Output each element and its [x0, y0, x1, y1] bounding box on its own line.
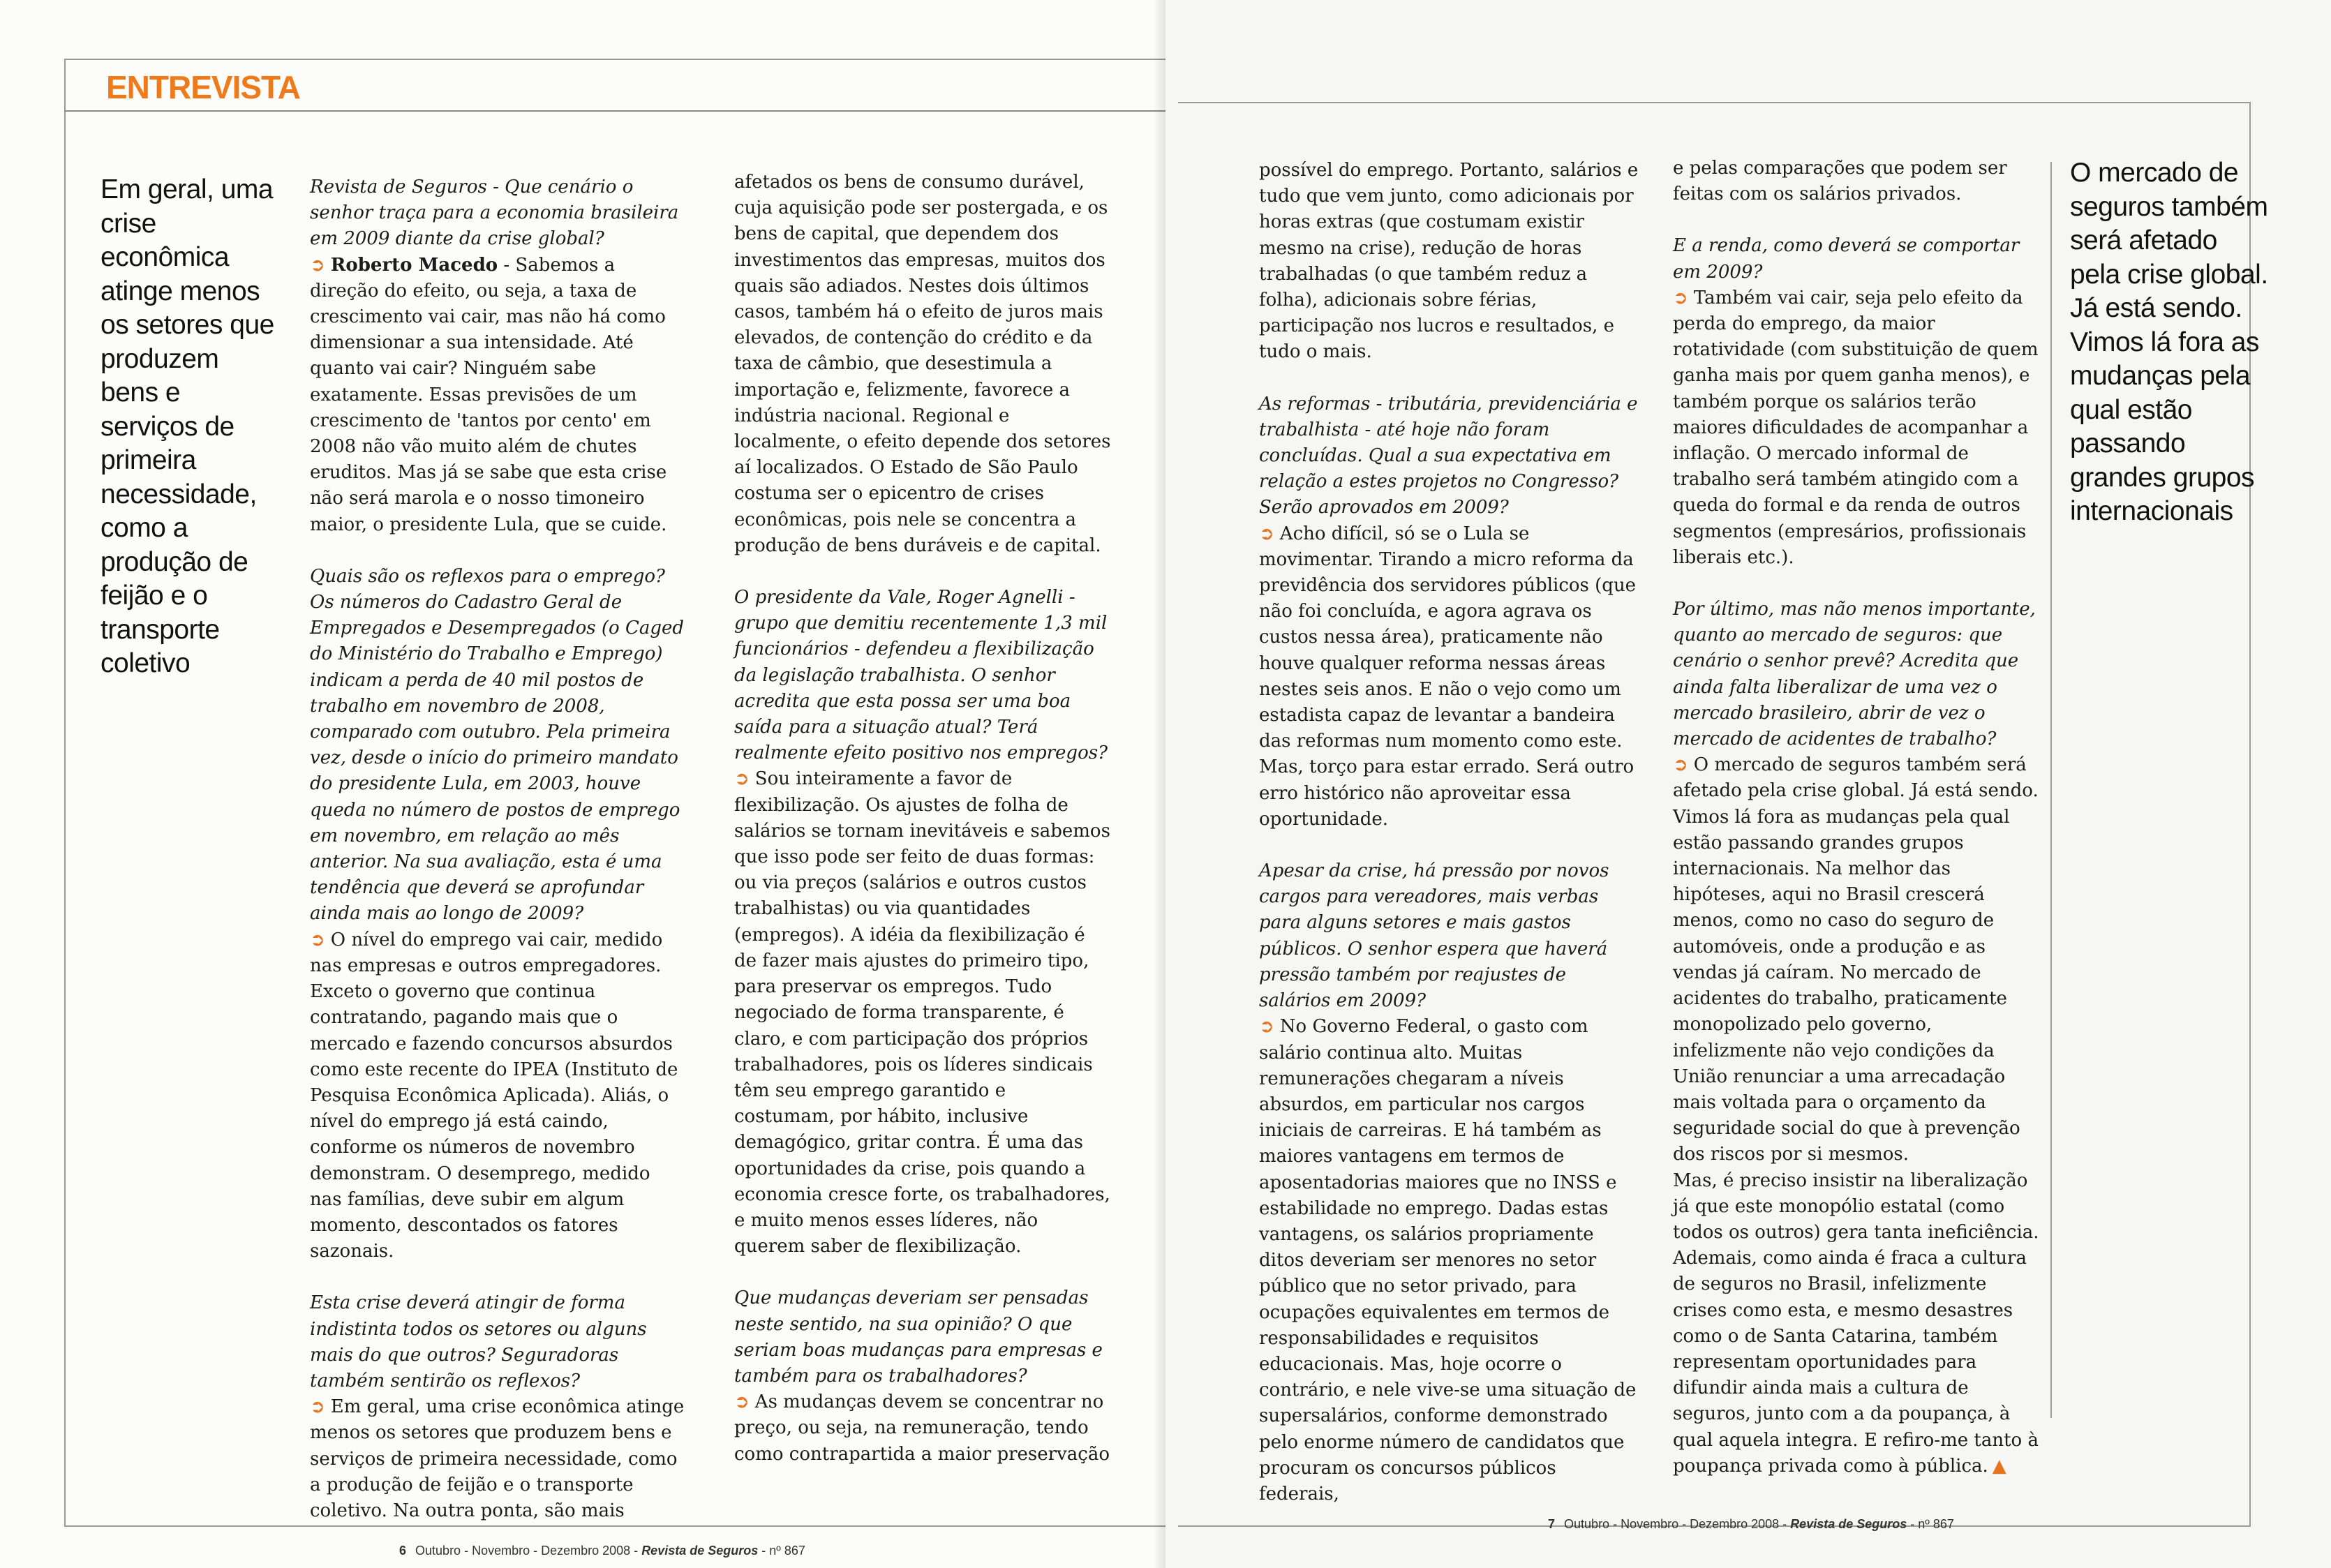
qa-block [310, 174, 687, 538]
right-page-footer [1548, 1517, 1954, 1532]
answer-continuation: afetados os bens de consumo durável, cuja aquisição pode ser postergada, e os bens de capital, que dependem dos investimentos das empresas, muitos dos quais são adiados. Nestes dois últimos casos, também há o efeito de juros mais elevados, de contenção do crédito e da taxa de câmbio, que desestimula a importação e, felizmente, favorece a indústria nacional. Regional e localmente, o efeito depende dos setores aí localizados. O Estado de São Paulo costuma ser o epicentro de crises econômicas, pois nele se concentra a produção de bens duráveis e de capital. [734, 172, 1111, 556]
orange-arrow-icon: ➲ [734, 1391, 750, 1413]
qa-block [734, 1285, 1111, 1467]
orange-arrow-icon: ➲ [1673, 287, 1688, 308]
answer-text [1673, 752, 2039, 1167]
qa-block [1259, 391, 1639, 832]
left-page-footer [399, 1544, 805, 1558]
answer-text [310, 253, 687, 538]
page-number: 6 [399, 1544, 407, 1558]
orange-arrow-icon: ➲ [310, 254, 325, 276]
orange-triangle-icon: ▲ [1992, 1455, 2006, 1477]
right-page [1166, 0, 2331, 1568]
qa-block [310, 564, 687, 1264]
answer-body: As mudanças devem se concentrar no preço, ou seja, na remuneração, tendo como contrapartida a maior preservação [734, 1391, 1110, 1465]
qa-block [1673, 233, 2039, 571]
answer-body: O nível do emprego vai cair, medido nas empresas e outros empregadores. Exceto o governo que continua contratando, pagando mais que o mercado e fazendo concursos absurdos como este recente do IPEA (Instituto de Pesquisa Econômica Aplicada). Aliás, o nível do emprego já está caindo, conforme os números de novembro demonstram. O desemprego, medido nas famílias, deve subir em algum momento, descontados os fatores sazonais. [310, 929, 678, 1262]
page-number: 7 [1548, 1517, 1556, 1531]
orange-arrow-icon: ➲ [1673, 754, 1688, 776]
question-text: Apesar da crise, há pressão por novos cargos para vereadores, mais verbas para alguns setores e mais gastos públicos. O senhor espera que haverá pressão também por reajustes de salários em 2009? [1259, 860, 1609, 1012]
qa-block [734, 585, 1111, 1260]
answer-text [1259, 521, 1639, 832]
question-text: E a renda, como deverá se comportar em 2009? [1673, 235, 2020, 283]
answer-body: Também vai cair, seja pelo efeito da perda do emprego, da maior rotatividade (com substituição de quem ganha mais por quem ganha menos), e também porque os salários terão maiores dificuldades de acompanhar a inflação. O mercado informal de trabalho será também atingido com a queda do formal e da renda de outros segmentos (empresários, profissionais liberais etc.). [1673, 287, 2039, 568]
orange-arrow-icon: ➲ [734, 768, 750, 790]
question-text: Revista de Seguros - Que cenário o senhor traça para a economia brasileira em 2009 diante da crise global? [310, 177, 679, 250]
answer-continuation: possível do emprego. Portanto, salários e tudo que vem junto, como adicionais por horas extras (que costumam existir mesmo na crise), redução de horas trabalhadas (o que também reduz a folha), adicionais sobre férias, participação nos lucros e resultados, e tudo o mais. [1259, 160, 1639, 363]
question-text: Quais são os reflexos para o emprego? Os números do Cadastro Geral de Empregados e Desempregados (o Caged do Ministério do Trabalho e Emprego) indicam a perda de 40 mil postos de trabalho em novembro de 2008, comparado com outubro. Pela primeira vez, desde o início do primeiro mandato do presidente Lula, em 2003, houve queda no número de postos de emprego em novembro, em relação ao mês anterior. Na sua avaliação, esta é uma tendência que deverá se aprofundar ainda mais ao longo de 2009? [310, 565, 685, 925]
answer-body: No Governo Federal, o gasto com salário continua alto. Muitas remunerações chegaram a níveis absurdos, em particular nos cargos iniciais de carreiras. E há também as maiores vantagens em termos de aposentadorias maiores que no INSS e estabilidade no emprego. Dadas estas vantagens, os salários propriamente ditos deveriam ser menores no setor público que no setor privado, para ocupações equivalentes em termos de responsabilidades e requisitos educacionais. Mas, hoje ocorre o contrário, e nele vive-se uma situação de supersalários, conforme demonstrado pelo enorme número de candidatos que procuram os concursos públicos federais, [1259, 1016, 1637, 1504]
question-text: Esta crise deverá atingir de forma indistinta todos os setores ou alguns mais do que outros? Seguradoras também sentirão os reflexos? [310, 1292, 647, 1391]
answer-text [734, 766, 1111, 1260]
footer-issue: - nº 867 [761, 1544, 805, 1558]
answer-text [1259, 1014, 1639, 1507]
title-rule [64, 110, 1166, 112]
orange-arrow-icon: ➲ [1259, 523, 1274, 544]
qa-block [310, 1290, 687, 1524]
footer-issue: - nº 867 [1910, 1517, 1954, 1531]
question-text: Que mudanças deveriam ser pensadas neste sentido, na sua opinião? O que seriam boas mudanças para empresas e também para os trabalhadores? [734, 1287, 1103, 1387]
section-title: ENTREVISTA [106, 69, 300, 105]
answer-body: Mas, é preciso insistir na liberalização já que este monopólio estatal (como todos os outros) gera tanta ineficiência. Ademais, como ainda é fraca a cultura de seguros no Brasil, infelizmente crises como esta, e mesmo desastres como o de Santa Catarina, também representam oportunidades para difundir ainda mais a cultura de seguros, junto com a da poupança, à qual aquela integra. E refiro-me tanto à poupança privada como à pública. [1673, 1170, 2039, 1477]
pullquote-rule [2050, 162, 2052, 1418]
footer-magazine: Revista de Seguros [1790, 1517, 1907, 1531]
answer-continuation: e pelas comparações que podem ser feitas com os salários privados. [1673, 158, 2007, 205]
answer-body: Em geral, uma crise econômica atinge menos os setores que produzem bens e serviços de primeira necessidade, como a produção de feijão e o transporte coletivo. Na outra ponta, são mais [310, 1396, 685, 1521]
interviewee-name: Roberto Macedo [330, 254, 498, 276]
footer-date: Outubro - Novembro - Dezembro 2008 - [1564, 1517, 1787, 1531]
answer-text [310, 1394, 687, 1524]
question-text: As reformas - tributária, previdenciária e trabalhista - até hoje não foram concluídas. Qual a sua expectativa em relação a estes projetos no Congresso? Serão aprovados em 2009? [1259, 393, 1638, 518]
orange-arrow-icon: ➲ [310, 929, 325, 950]
answer-text [1673, 1168, 2039, 1479]
footer-date: Outubro - Novembro - Dezembro 2008 - [415, 1544, 639, 1558]
answer-text [734, 1389, 1111, 1468]
right-column-2 [1673, 156, 2039, 1479]
left-pullquote: Em geral, uma crise econômica atinge menos os setores que produzem bens e serviços de primeira necessidade, como a produção de feijão e o transporte coletivo [100, 174, 274, 678]
question-text: Por último, mas não menos importante, quanto ao mercado de seguros: que cenário o senhor prevê? Acredita que ainda falta liberalizar de uma vez o mercado brasileiro, abrir de vez o mercado de acidentes de trabalho? [1673, 599, 2036, 750]
right-pullquote: O mercado de seguros também será afetado pela crise global. Já está sendo. Vimos lá fora as mudanças pela qual estão passando grandes grupos internacionais [2070, 158, 2268, 526]
answer-text [310, 927, 687, 1265]
answer-body: Sou inteiramente a favor de flexibilização. Os ajustes de folha de salários se tornam inevitáveis e sabemos que isso pode ser feito de duas formas: ou via preços (salários e outros custos trabalhistas) ou via quantidades (empregos). A idéia da flexibilização é de fazer mais ajustes do primeiro tipo, para preservar os empregos. Tudo negociado de forma transparente, é claro, e com participação dos próprios trabalhadores, pois os líderes sindicais têm seu emprego garantido e costumam, por hábito, inclusive demagógico, gritar contra. É uma das oportunidades da crise, pois quando a economia cresce forte, os trabalhadores, e muito menos esses líderes, não querem saber de flexibilização. [734, 768, 1110, 1257]
orange-arrow-icon: ➲ [1259, 1016, 1274, 1038]
qa-block [1673, 597, 2039, 1479]
answer-text [1673, 285, 2039, 571]
answer-body: O mercado de seguros também será afetado pela crise global. Já está sendo. Vimos lá fora as mudanças pela qual estão passando grandes grupos internacionais. Na melhor das hipóteses, aqui no Brasil crescerá menos, como no caso do seguro de automóveis, onde a produção e as vendas já caíram. No mercado de acidentes do trabalho, praticamente monopolizado pelo governo, infelizmente não vejo condições da União renunciar a uma arrecadação mais voltada para o orçamento da seguridade social do que à prevenção dos riscos por si mesmos. [1673, 754, 2039, 1165]
orange-arrow-icon: ➲ [310, 1396, 325, 1418]
question-text: O presidente da Vale, Roger Agnelli - grupo que demitiu recentemente 1,3 mil funcionários - defendeu a flexibilização da legislação trabalhista. O senhor acredita que esta possa ser uma boa saída para a situação atual? Terá realmente efeito positivo nos empregos? [734, 587, 1108, 764]
left-column-2 [734, 170, 1111, 1468]
left-column-1 [310, 174, 687, 1524]
footer-magazine: Revista de Seguros [641, 1544, 759, 1558]
answer-body: Acho difícil, só se o Lula se movimentar. Tirando a micro reforma da previdência dos servidores públicos (que não foi concluída, e agora agrava os custos nessa área), praticamente não houve qualquer reforma nessas áreas nestes seis anos. E não o vejo como um estadista capaz de levantar a bandeira das reformas num momento como este. Mas, torço para estar errado. Será outro erro histórico não aproveitar essa oportunidade. [1259, 523, 1637, 830]
qa-block [1259, 858, 1639, 1507]
answer-body: - Sabemos a direção do efeito, ou seja, a taxa de crescimento vai cair, mas não há como dimensionar a sua intensidade. Até quanto vai cair? Ninguém sabe exatamente. Essas previsões de um crescimento de 'tantos por cento' em 2008 não vão muito além de chutes eruditos. Mas já se sabe que esta crise não será marola e o nosso timoneiro maior, o presidente Lula, que se cuide. [310, 254, 667, 535]
right-column-1 [1259, 158, 1639, 1507]
